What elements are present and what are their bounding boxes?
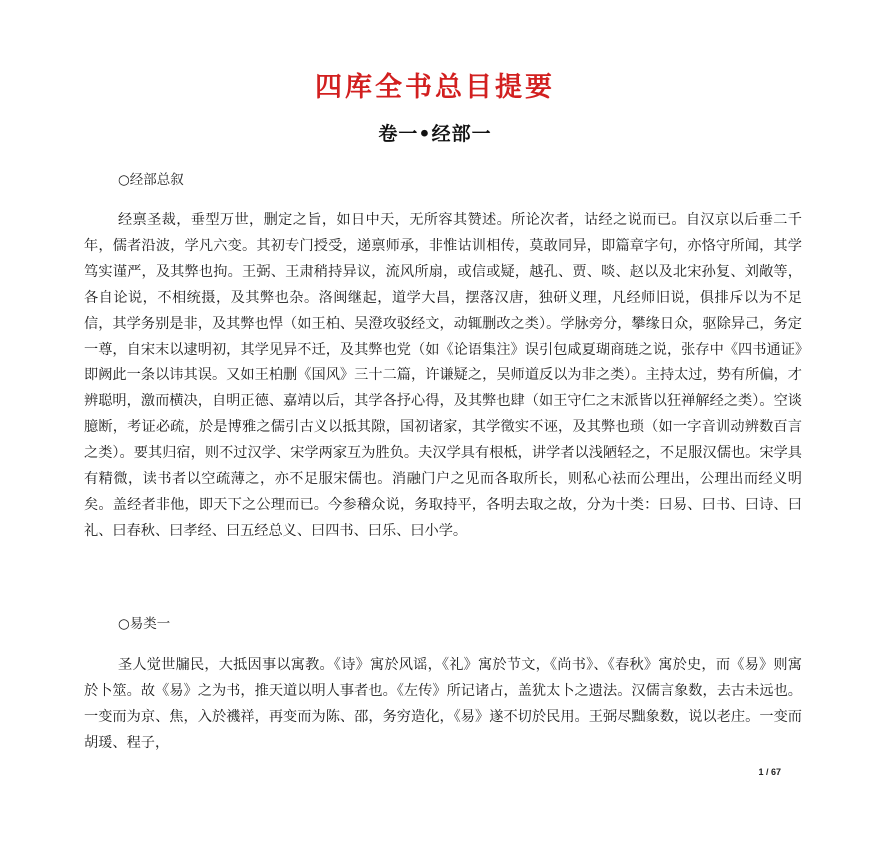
document-title: 四库全书总目提要 — [315, 72, 555, 103]
section-heading-yilei-yi: ○易类一 — [118, 616, 171, 632]
section-paragraph-yilei-yi: 圣人觉世牖民，大抵因事以寓教。《诗》寓於风谣，《礼》寓於节文，《尚书》、《春秋》寓於史，而《易》则寓於卜筮。故《易》之为书，推天道以明人事者也。《左传》所记诸占，盖犹太卜之遗法。汉儒言象数，去古未远也。一变而为京、焦，入於禨祥，再变而为陈、邵，务穷造化，《易》遂不切於民用。王弼尽黜象数，说以老庄。一变而胡瑗、程子， — [84, 657, 802, 751]
section-paragraph-jingbu-zongxu: 经禀圣裁，垂型万世，删定之旨，如日中天，无所容其赞述。所论次者，诂经之说而已。自汉京以后垂二千年，儒者沿波，学凡六变。其初专门授受，递禀师承，非惟诂训相传，莫敢同异，即篇章字句，亦恪守所闻，其学笃实谨严，及其弊也拘。王弼、王肃稍持异议，流风所扇，或信或疑，越孔、贾、啖、赵以及北宋孙复、刘敞等，各自论说，不相统摄，及其弊也杂。洛闽继起，道学大昌，摆落汉唐，独研义理，凡经师旧说，俱排斥以为不足信，其学务别是非，及其弊也悍（如王柏、吴澄攻驳经文，动辄删改之类）。学脉旁分，攀缘日众，驱除异己，务定一尊，自宋末以逮明初，其学见异不迁，及其弊也党（如《论语集注》误引包咸夏瑚商琏之说，张存中《四书通证》即阙此一条以讳其误。又如王柏删《国风》三十二篇，许谦疑之，吴师道反以为非之类）。主持太过，势有所偏，才辨聪明，激而横决，自明正德、嘉靖以后，其学各抒心得，及其弊也肆（如王守仁之末派皆以狂禅解经之类）。空谈臆断，考证必疏，於是博雅之儒引古义以抵其隙，国初诸家，其学徵实不诬，及其弊也琐（如一字音训动辨数百言之类）。要其归宿，则不过汉学、宋学两家互为胜负。夫汉学具有根柢，讲学者以浅陋轻之，不足服汉儒也。宋学具有精微，读书者以空疏薄之，亦不足服宋儒也。消融门户之见而各取所长，则私心祛而公理出，公理出而经义明矣。盖经者非他，即天下之公理而已。今参稽众说，务取持平，各明去取之故，分为十类：曰易、曰书、曰诗、曰礼、曰春秋、曰孝经、曰五经总义、曰四书、曰乐、曰小学。 — [84, 212, 802, 539]
section-heading-jingbu-zongxu: ○经部总叙 — [118, 172, 184, 188]
chapter-subtitle: 卷一•经部一 — [378, 123, 492, 145]
page-number: 1 / 67 — [758, 767, 781, 777]
